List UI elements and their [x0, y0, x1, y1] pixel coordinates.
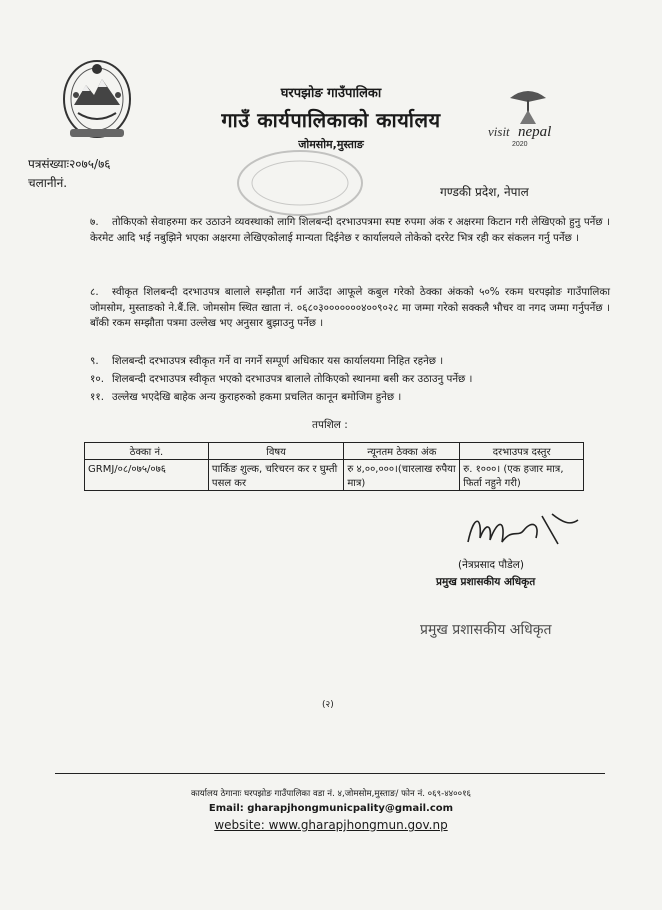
- table-header-cell: विषय: [208, 443, 343, 460]
- clause-7: [90, 215, 610, 246]
- clause-text: शिलबन्दी दरभाउपत्र स्वीकृत गर्ने वा नगर्ने सम्पूर्ण अधिकार यस कार्यालयमा निहित रहनेछ ।: [112, 355, 444, 367]
- table-title: तपशिल :: [312, 419, 348, 431]
- footer-divider: [55, 773, 605, 774]
- signatory-title: प्रमुख प्रशासकीय अधिकृत: [436, 576, 536, 588]
- table-header-cell: दरभाउपत्र दस्तुर: [460, 443, 584, 460]
- reference-number: पत्रसंख्याः२०७५/७६: [28, 157, 111, 171]
- clause-number: ७.: [90, 216, 99, 228]
- details-table: [84, 442, 584, 491]
- clause-8: [90, 285, 610, 332]
- clause-number: १०.: [90, 373, 104, 385]
- clause-text: शिलबन्दी दरभाउपत्र स्वीकृत भएको दरभाउपत्र बालाले तोकिएको स्थानमा बसी कर उठाउनु पर्नेछ ।: [112, 373, 473, 385]
- dispatch-number: चलानीनं.: [28, 176, 68, 190]
- signatory-name: (नेत्रप्रसाद पौडेल): [458, 559, 524, 571]
- visit-nepal-logo: [484, 80, 574, 158]
- clause-text: उल्लेख भएदेखि बाहेक अन्य कुराहरुको हकमा प्रचलित कानून बमोजिम हुनेछ ।: [112, 391, 402, 403]
- office-title: गाउँ कार्यपालिकाको कार्यालय: [221, 108, 441, 132]
- footer-website: website: www.gharapjhongmun.gov.np: [214, 818, 448, 832]
- office-location: जोमसोम,मुस्ताङ: [298, 138, 364, 151]
- province-name: गण्डकी प्रदेश, नेपाल: [440, 185, 529, 199]
- clause-9: [90, 354, 610, 370]
- svg-text:2020: 2020: [512, 141, 528, 148]
- footer-office-address: कार्यालय ठेगानाः घरपझोङ गाउँपालिका वडा नं. ४,जोमसोम,मुस्ताङ/ फोन नं. ०६९-४४००१६: [190, 789, 472, 799]
- svg-text:visit: visit: [488, 124, 510, 139]
- signature-icon: [462, 508, 582, 550]
- table-header-cell: ठेक्का नं.: [85, 443, 209, 460]
- clause-10: [90, 372, 610, 388]
- municipality-name: घरपझोङ गाउँपालिका: [280, 86, 382, 101]
- table-row: [85, 460, 584, 491]
- office-stamp-icon: [235, 148, 365, 218]
- table-cell: पार्किङ शुल्क, चरिचरन कर र घुम्ती पसल कर: [208, 460, 343, 491]
- table-cell: रु. १०००। (एक हजार मात्र, फिर्ता नहुने गरी): [460, 460, 584, 491]
- table-header-cell: न्यूनतम ठेक्का अंक: [344, 443, 460, 460]
- footer-email: Email: gharapjhongmunicpality@gmail.com: [208, 803, 454, 814]
- designation-stamp: प्रमुख प्रशासकीय अधिकृत: [420, 622, 552, 638]
- clause-number: ११.: [90, 391, 104, 403]
- table-header-row: [85, 443, 584, 460]
- table-cell: रु ४,००,०००।(चारलाख रुपैया मात्र): [344, 460, 460, 491]
- svg-text:nepal: nepal: [518, 124, 552, 140]
- page-number: (२): [322, 700, 334, 710]
- clause-text: स्वीकृत शिलबन्दी दरभाउपत्र बालाले सम्झौता गर्न आउँदा आफूले कबुल गरेको ठेक्का अंकको ५०% रकम घरपझोङ गाउँपालिका जोमसोम, मुस्ताङको ने.बैं.लि. जोमसोम स्थित खाता नं. ०६८०३०००००००४००९०२८ मा जम्मा गरेको सक्कलै भौचर वा नगद जम्मा गर्नुपर्नेछ । बाँकी रकम सम्झौता पत्रमा उल्लेख भए अनुसार बुझाउनु पर्नेछ ।: [90, 286, 610, 329]
- table-cell: GRMJ/०८/०७५/०७६: [85, 460, 209, 491]
- clause-number: ९.: [90, 355, 99, 367]
- clause-number: ८.: [90, 286, 99, 298]
- clause-text: तोकिएको सेवाहरुमा कर उठाउने व्यवस्थाको लागि शिलबन्दी दरभाउपत्रमा स्पष्ट रुपमा अंक र अक्षरमा किटान गरी लेखिएको हुनु पर्नेछ । केरमेट आदि भई नबुझिने भएका अक्षरमा लेखिएकोलाई मान्यता दिईनेछ र कार्यालयले तोकेको दररेट भित्र रही कर संकलन गर्नु पर्नेछ ।: [90, 216, 610, 244]
- clause-11: [90, 390, 610, 406]
